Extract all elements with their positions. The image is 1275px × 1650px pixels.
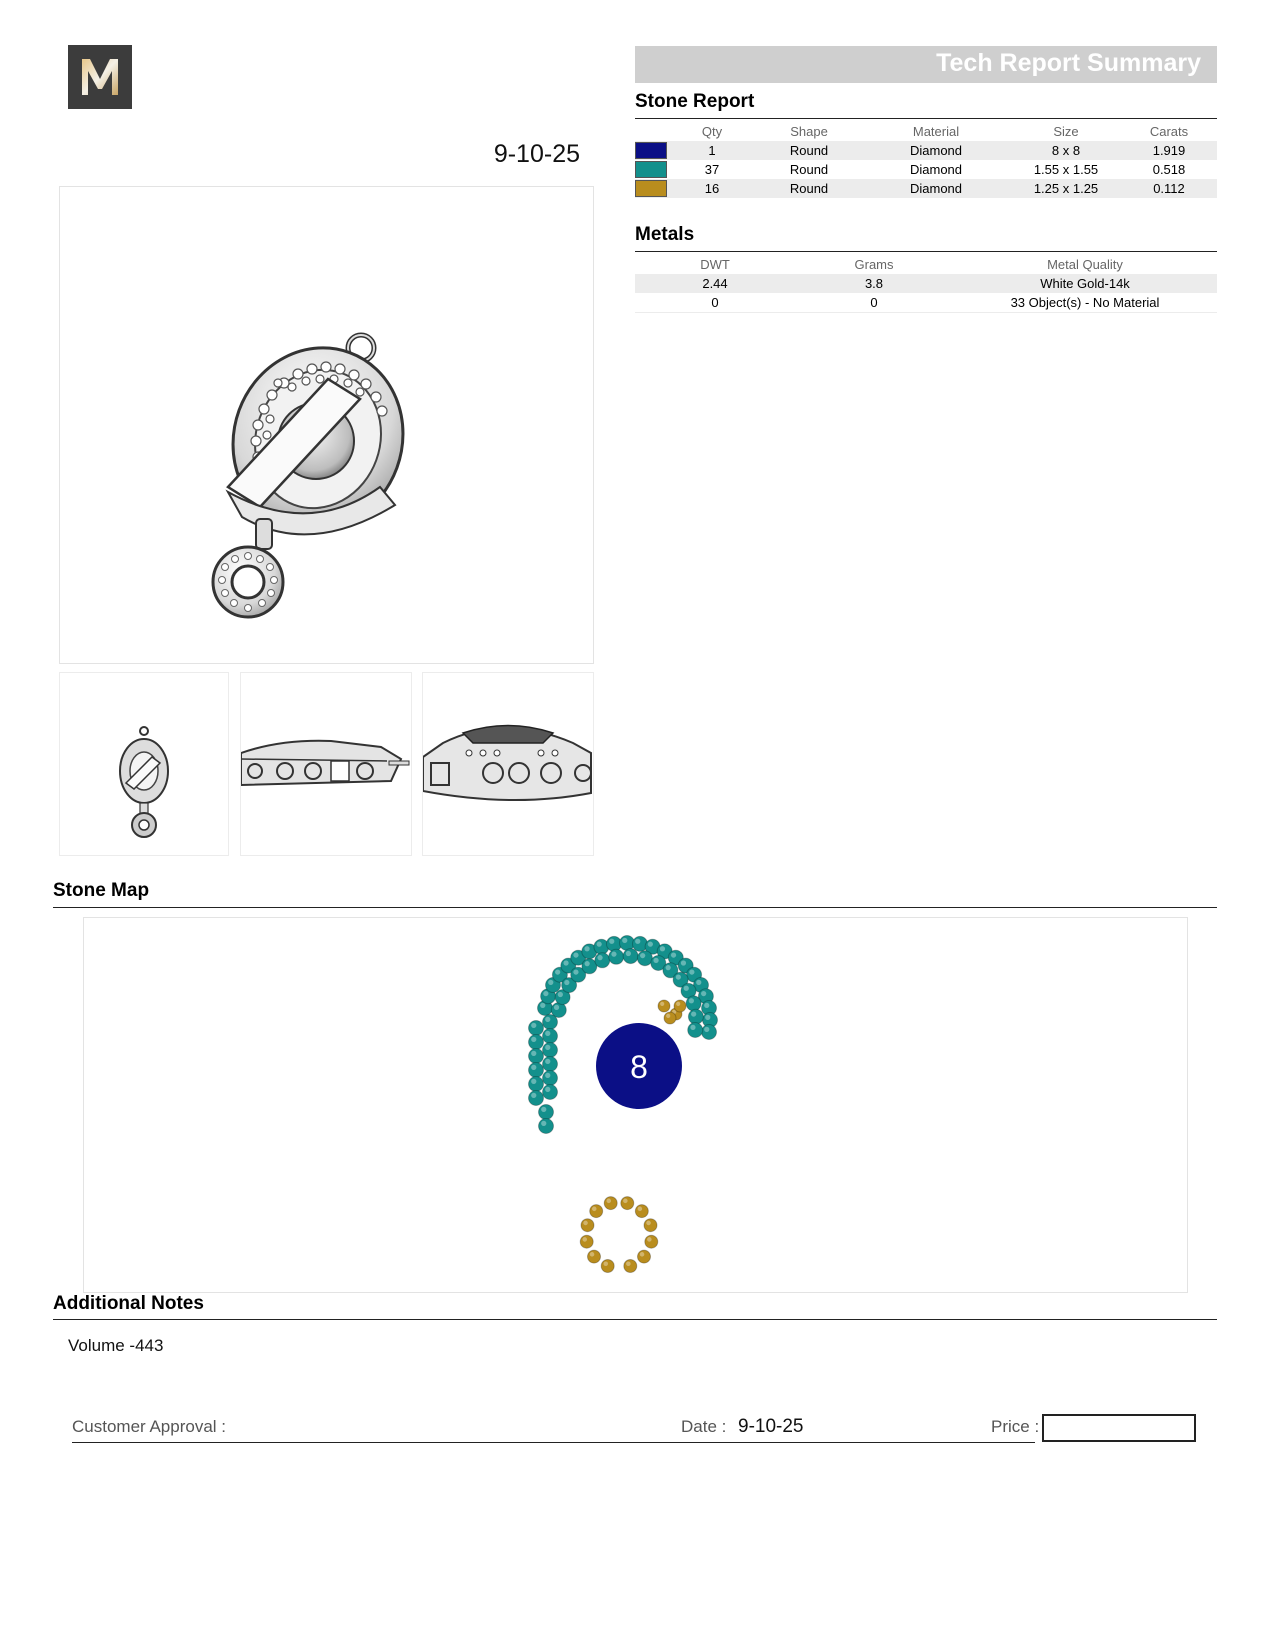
teal-stone-highlight	[531, 1065, 536, 1070]
shape-cell: Round	[789, 162, 829, 177]
material-cell: Diamond	[909, 162, 963, 177]
gold-stone	[658, 1000, 670, 1012]
metals-table	[635, 255, 1217, 313]
teal-stone-highlight	[704, 1003, 709, 1008]
teal-stone-highlight	[558, 992, 563, 997]
dwt-cell: 2.44	[635, 274, 795, 293]
teal-stone-highlight	[597, 955, 602, 960]
teal-stone-highlight	[666, 965, 671, 970]
teal-stone-highlight	[548, 980, 553, 985]
stone-map-rule	[53, 907, 1217, 908]
teal-stone	[529, 1063, 544, 1078]
qty-cell: 1	[667, 141, 757, 160]
teal-stone-highlight	[531, 1079, 536, 1084]
stone-layout-svg	[84, 918, 1187, 1292]
metals-rule	[635, 251, 1217, 252]
material-cell: Diamond	[861, 179, 1011, 198]
teal-stone-highlight	[541, 1107, 546, 1112]
stone-map-diagram	[83, 917, 1188, 1293]
stone-report-header-row	[635, 122, 1217, 141]
price-label: Price :	[991, 1417, 1040, 1436]
teal-stone-highlight	[626, 951, 631, 956]
dwt-cell: 0	[711, 295, 719, 310]
gold-stone-highlight	[582, 1237, 587, 1242]
teal-stone-highlight	[563, 960, 568, 965]
stone-color-swatch	[635, 180, 667, 197]
teal-stone-highlight	[545, 1045, 550, 1050]
gold-stone-highlight	[660, 1002, 664, 1006]
teal-stone-highlight	[653, 958, 658, 963]
customer-approval-label: Customer Approval :	[72, 1417, 227, 1436]
stone-report-heading: Stone Report	[635, 91, 755, 112]
material-cell: Diamond	[861, 141, 1011, 160]
teal-stone	[543, 1085, 558, 1100]
gold-stone	[674, 1000, 686, 1012]
teal-stone	[539, 1119, 554, 1134]
gold-stone-highlight	[666, 1014, 670, 1018]
teal-stone	[595, 953, 610, 968]
teal-stone-highlight	[684, 986, 689, 991]
metals-heading: Metals	[635, 224, 695, 245]
gold-stone-highlight	[590, 1252, 595, 1257]
approval-date-label: Date :	[681, 1417, 727, 1436]
teal-stone-highlight	[691, 1011, 696, 1016]
additional-notes-heading: Additional Notes	[53, 1293, 204, 1314]
gold-stone-highlight	[603, 1261, 608, 1266]
table-row	[635, 160, 1217, 179]
teal-stone-highlight	[540, 1003, 545, 1008]
teal-stone	[543, 1029, 558, 1044]
report-title: Tech Report Summary	[936, 49, 1201, 77]
carats-cell: 0.518	[1152, 162, 1186, 177]
gold-stone	[635, 1205, 648, 1218]
table-row	[635, 274, 1217, 293]
teal-stone-highlight	[531, 1051, 536, 1056]
table-row	[635, 141, 1217, 160]
teal-stone-highlight	[671, 952, 676, 957]
shape-cell: Round	[757, 141, 861, 160]
teal-stone	[637, 951, 652, 966]
teal-stone	[609, 949, 624, 964]
teal-stone-highlight	[545, 1017, 550, 1022]
gold-stone-highlight	[647, 1237, 652, 1242]
size-cell: 1.25 x 1.25	[1011, 179, 1121, 198]
notes-text: Volume -443	[68, 1336, 164, 1355]
size-cell: 8 x 8	[1011, 141, 1121, 160]
teal-stone-highlight	[573, 969, 578, 974]
teal-stone-highlight	[648, 942, 653, 947]
additional-notes-rule	[53, 1319, 1217, 1320]
teal-stone-highlight	[555, 969, 560, 974]
teal-stone	[702, 1025, 717, 1040]
company-logo	[68, 45, 132, 109]
gold-stone	[645, 1235, 658, 1248]
teal-stone-highlight	[689, 969, 694, 974]
gold-stone-highlight	[646, 1221, 651, 1226]
teal-stone-highlight	[531, 1037, 536, 1042]
shape-cell: Round	[757, 179, 861, 198]
teal-stone	[539, 1105, 554, 1120]
gold-stone	[644, 1219, 657, 1232]
column-header: Size	[1053, 124, 1079, 139]
approval-date-value: 9-10-25	[738, 1416, 804, 1437]
teal-stone	[529, 1021, 544, 1036]
teal-stone-highlight	[696, 980, 701, 985]
teal-stone-highlight	[597, 942, 602, 947]
gold-stone	[580, 1235, 593, 1248]
teal-stone-highlight	[690, 1025, 695, 1030]
teal-stone	[529, 1049, 544, 1064]
gold-stone-highlight	[606, 1199, 611, 1204]
teal-stone-highlight	[545, 1031, 550, 1036]
teal-stone-highlight	[585, 961, 590, 966]
teal-stone-highlight	[622, 938, 627, 943]
side-view-thumbnail	[240, 672, 412, 856]
signature-line[interactable]	[72, 1442, 1035, 1443]
teal-stone-highlight	[545, 1073, 550, 1078]
gold-stone	[581, 1219, 594, 1232]
teal-stone-highlight	[676, 974, 681, 979]
teal-stone-highlight	[545, 1087, 550, 1092]
teal-stone	[688, 1023, 703, 1038]
gold-stone	[621, 1197, 634, 1210]
teal-stone	[623, 949, 638, 964]
gold-stone-highlight	[640, 1252, 645, 1257]
carats-cell: 1.919	[1121, 141, 1217, 160]
price-input-box[interactable]	[1042, 1414, 1196, 1442]
main-render-view	[59, 186, 594, 664]
carats-cell: 0.112	[1121, 179, 1217, 198]
report-date: 9-10-25	[493, 140, 580, 168]
teal-stone	[688, 1009, 703, 1024]
metal-quality-cell: 33 Object(s) - No Material	[1010, 295, 1160, 310]
stone-map-heading: Stone Map	[53, 880, 150, 901]
column-header: Metal Quality	[1047, 257, 1123, 272]
teal-stone	[543, 1015, 558, 1030]
teal-stone-highlight	[573, 952, 578, 957]
table-row	[635, 293, 1217, 313]
teal-stone	[543, 1043, 558, 1058]
stone-color-swatch	[635, 161, 667, 178]
teal-stone-highlight	[584, 946, 589, 951]
gold-stone	[624, 1260, 637, 1273]
gold-stone	[588, 1250, 601, 1263]
teal-stone	[529, 1091, 544, 1106]
column-header: Carats	[1149, 124, 1189, 139]
column-header: Grams	[854, 257, 894, 272]
teal-stone-highlight	[640, 953, 645, 958]
teal-stone	[529, 1077, 544, 1092]
grams-cell: 3.8	[795, 274, 953, 293]
teal-stone-highlight	[689, 998, 694, 1003]
teal-stone-highlight	[704, 1027, 709, 1032]
gold-stone-highlight	[623, 1199, 628, 1204]
teal-stone-highlight	[543, 991, 548, 996]
gold-stone-highlight	[592, 1207, 597, 1212]
grams-cell: 0	[870, 295, 878, 310]
table-row	[635, 179, 1217, 198]
teal-stone-highlight	[531, 1023, 536, 1028]
metal-quality-cell: White Gold-14k	[953, 274, 1217, 293]
gold-stone	[664, 1012, 676, 1024]
teal-stone-highlight	[531, 1093, 536, 1098]
gold-stone	[604, 1197, 617, 1210]
teal-stone-highlight	[609, 939, 614, 944]
stone-report-rule	[635, 118, 1217, 119]
column-header: Material	[912, 124, 960, 139]
stone-color-swatch	[635, 142, 667, 159]
teal-stone	[686, 996, 701, 1011]
gold-stone-highlight	[583, 1221, 588, 1226]
column-header: DWT	[700, 257, 730, 272]
column-header: Shape	[790, 124, 828, 139]
pendant-render-image	[60, 187, 593, 663]
teal-stone-highlight	[660, 946, 665, 951]
teal-stone	[543, 1057, 558, 1072]
teal-stone-highlight	[681, 960, 686, 965]
teal-stone-highlight	[541, 1121, 546, 1126]
top-view-thumbnail	[422, 672, 594, 856]
gold-stone	[638, 1250, 651, 1263]
size-cell: 1.55 x 1.55	[1033, 162, 1099, 177]
teal-stone	[543, 1071, 558, 1086]
teal-stone	[529, 1035, 544, 1050]
gold-stone-highlight	[676, 1002, 680, 1006]
metals-header-row	[635, 255, 1217, 274]
gold-stone-highlight	[626, 1261, 631, 1266]
qty-cell: 37	[704, 162, 720, 177]
front-view-thumbnail	[59, 672, 229, 856]
column-header: Qty	[701, 124, 723, 139]
teal-stone-highlight	[701, 991, 706, 996]
center-stone-label: 8	[630, 1049, 648, 1085]
gold-stone	[590, 1205, 603, 1218]
logo-m-mark	[68, 45, 132, 109]
summary-header-bar	[635, 46, 1217, 83]
teal-stone-highlight	[635, 939, 640, 944]
teal-stone-highlight	[705, 1015, 710, 1020]
teal-stone-highlight	[545, 1059, 550, 1064]
gold-stone-highlight	[638, 1207, 643, 1212]
qty-cell: 16	[667, 179, 757, 198]
gold-stone	[601, 1260, 614, 1273]
teal-stone-highlight	[611, 952, 616, 957]
teal-stone-highlight	[564, 980, 569, 985]
teal-stone-highlight	[554, 1005, 559, 1010]
stone-report-table	[635, 122, 1217, 198]
